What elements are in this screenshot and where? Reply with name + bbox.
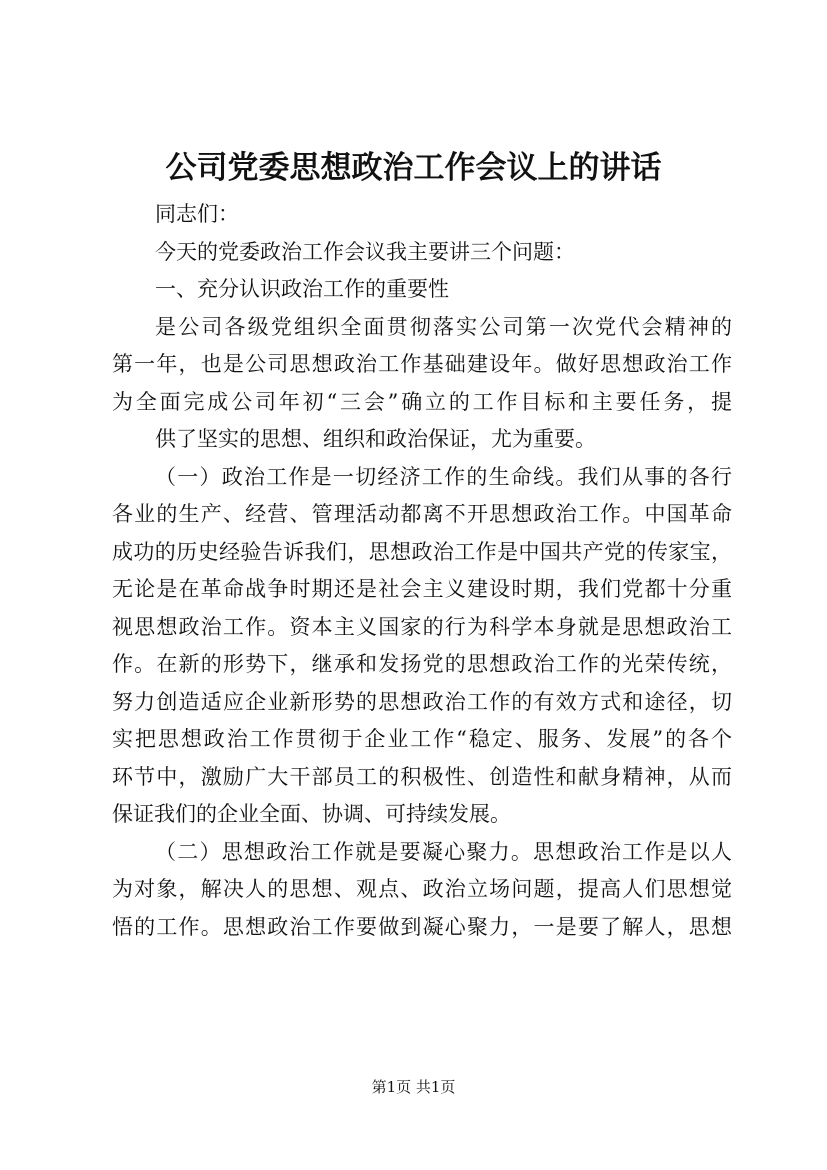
body-line: 无论是在革命战争时期还是社会主义建设时期，我们党都十分重: [112, 577, 732, 601]
body-line: 实把思想政治工作贯彻于企业工作“稳定、服务、发展”的各个: [112, 727, 732, 751]
page-number-footer: 第1页 共1页: [371, 1078, 456, 1096]
body-line: 供了坚实的思想、组织和政治保证，尤为重要。: [155, 427, 596, 451]
body-line: 各业的生产、经营、管理活动都离不开思想政治工作。中国革命: [112, 502, 732, 526]
body-line: （一）政治工作是一切经济工作的生命线。我们从事的各行: [155, 464, 732, 489]
body-line: 作。在新的形势下，继承和发扬党的思想政治工作的光荣传统，: [112, 652, 732, 676]
section-heading-line: 一、充分认识政治工作的重要性: [155, 277, 449, 301]
body-line: 今天的党委政治工作会议我主要讲三个问题：: [155, 239, 575, 264]
body-line: 环节中，激励广大干部员工的积极性、创造性和献身精神，从而: [112, 764, 732, 789]
salutation-line: 同志们：: [155, 202, 239, 226]
body-line: 为对象，解决人的思想、观点、政治立场问题，提高人们思想觉: [112, 877, 732, 901]
body-line: 为全面完成公司年初“三会”确立的工作目标和主要任务，提: [112, 389, 732, 414]
body-line: （二）思想政治工作就是要凝心聚力。思想政治工作是以人: [155, 839, 732, 864]
body-line: 努力创造适应企业新形势的思想政治工作的有效方式和途径，切: [112, 689, 732, 714]
document-title: 公司党委思想政治工作会议上的讲话: [165, 150, 662, 186]
body-line: 视思想政治工作。资本主义国家的行为科学本身就是思想政治工: [112, 614, 732, 639]
body-line: 成功的历史经验告诉我们，思想政治工作是中国共产党的传家宝，: [112, 539, 732, 564]
document-body: [112, 196, 732, 946]
body-line: 第一年，也是公司思想政治工作基础建设年。做好思想政治工作: [112, 352, 732, 376]
body-line: 悟的工作。思想政治工作要做到凝心聚力，一是要了解人，思想: [112, 914, 732, 939]
body-line: 是公司各级党组织全面贯彻落实公司第一次党代会精神的: [155, 314, 732, 339]
body-line: 保证我们的企业全面、协调、可持续发展。: [112, 802, 511, 826]
